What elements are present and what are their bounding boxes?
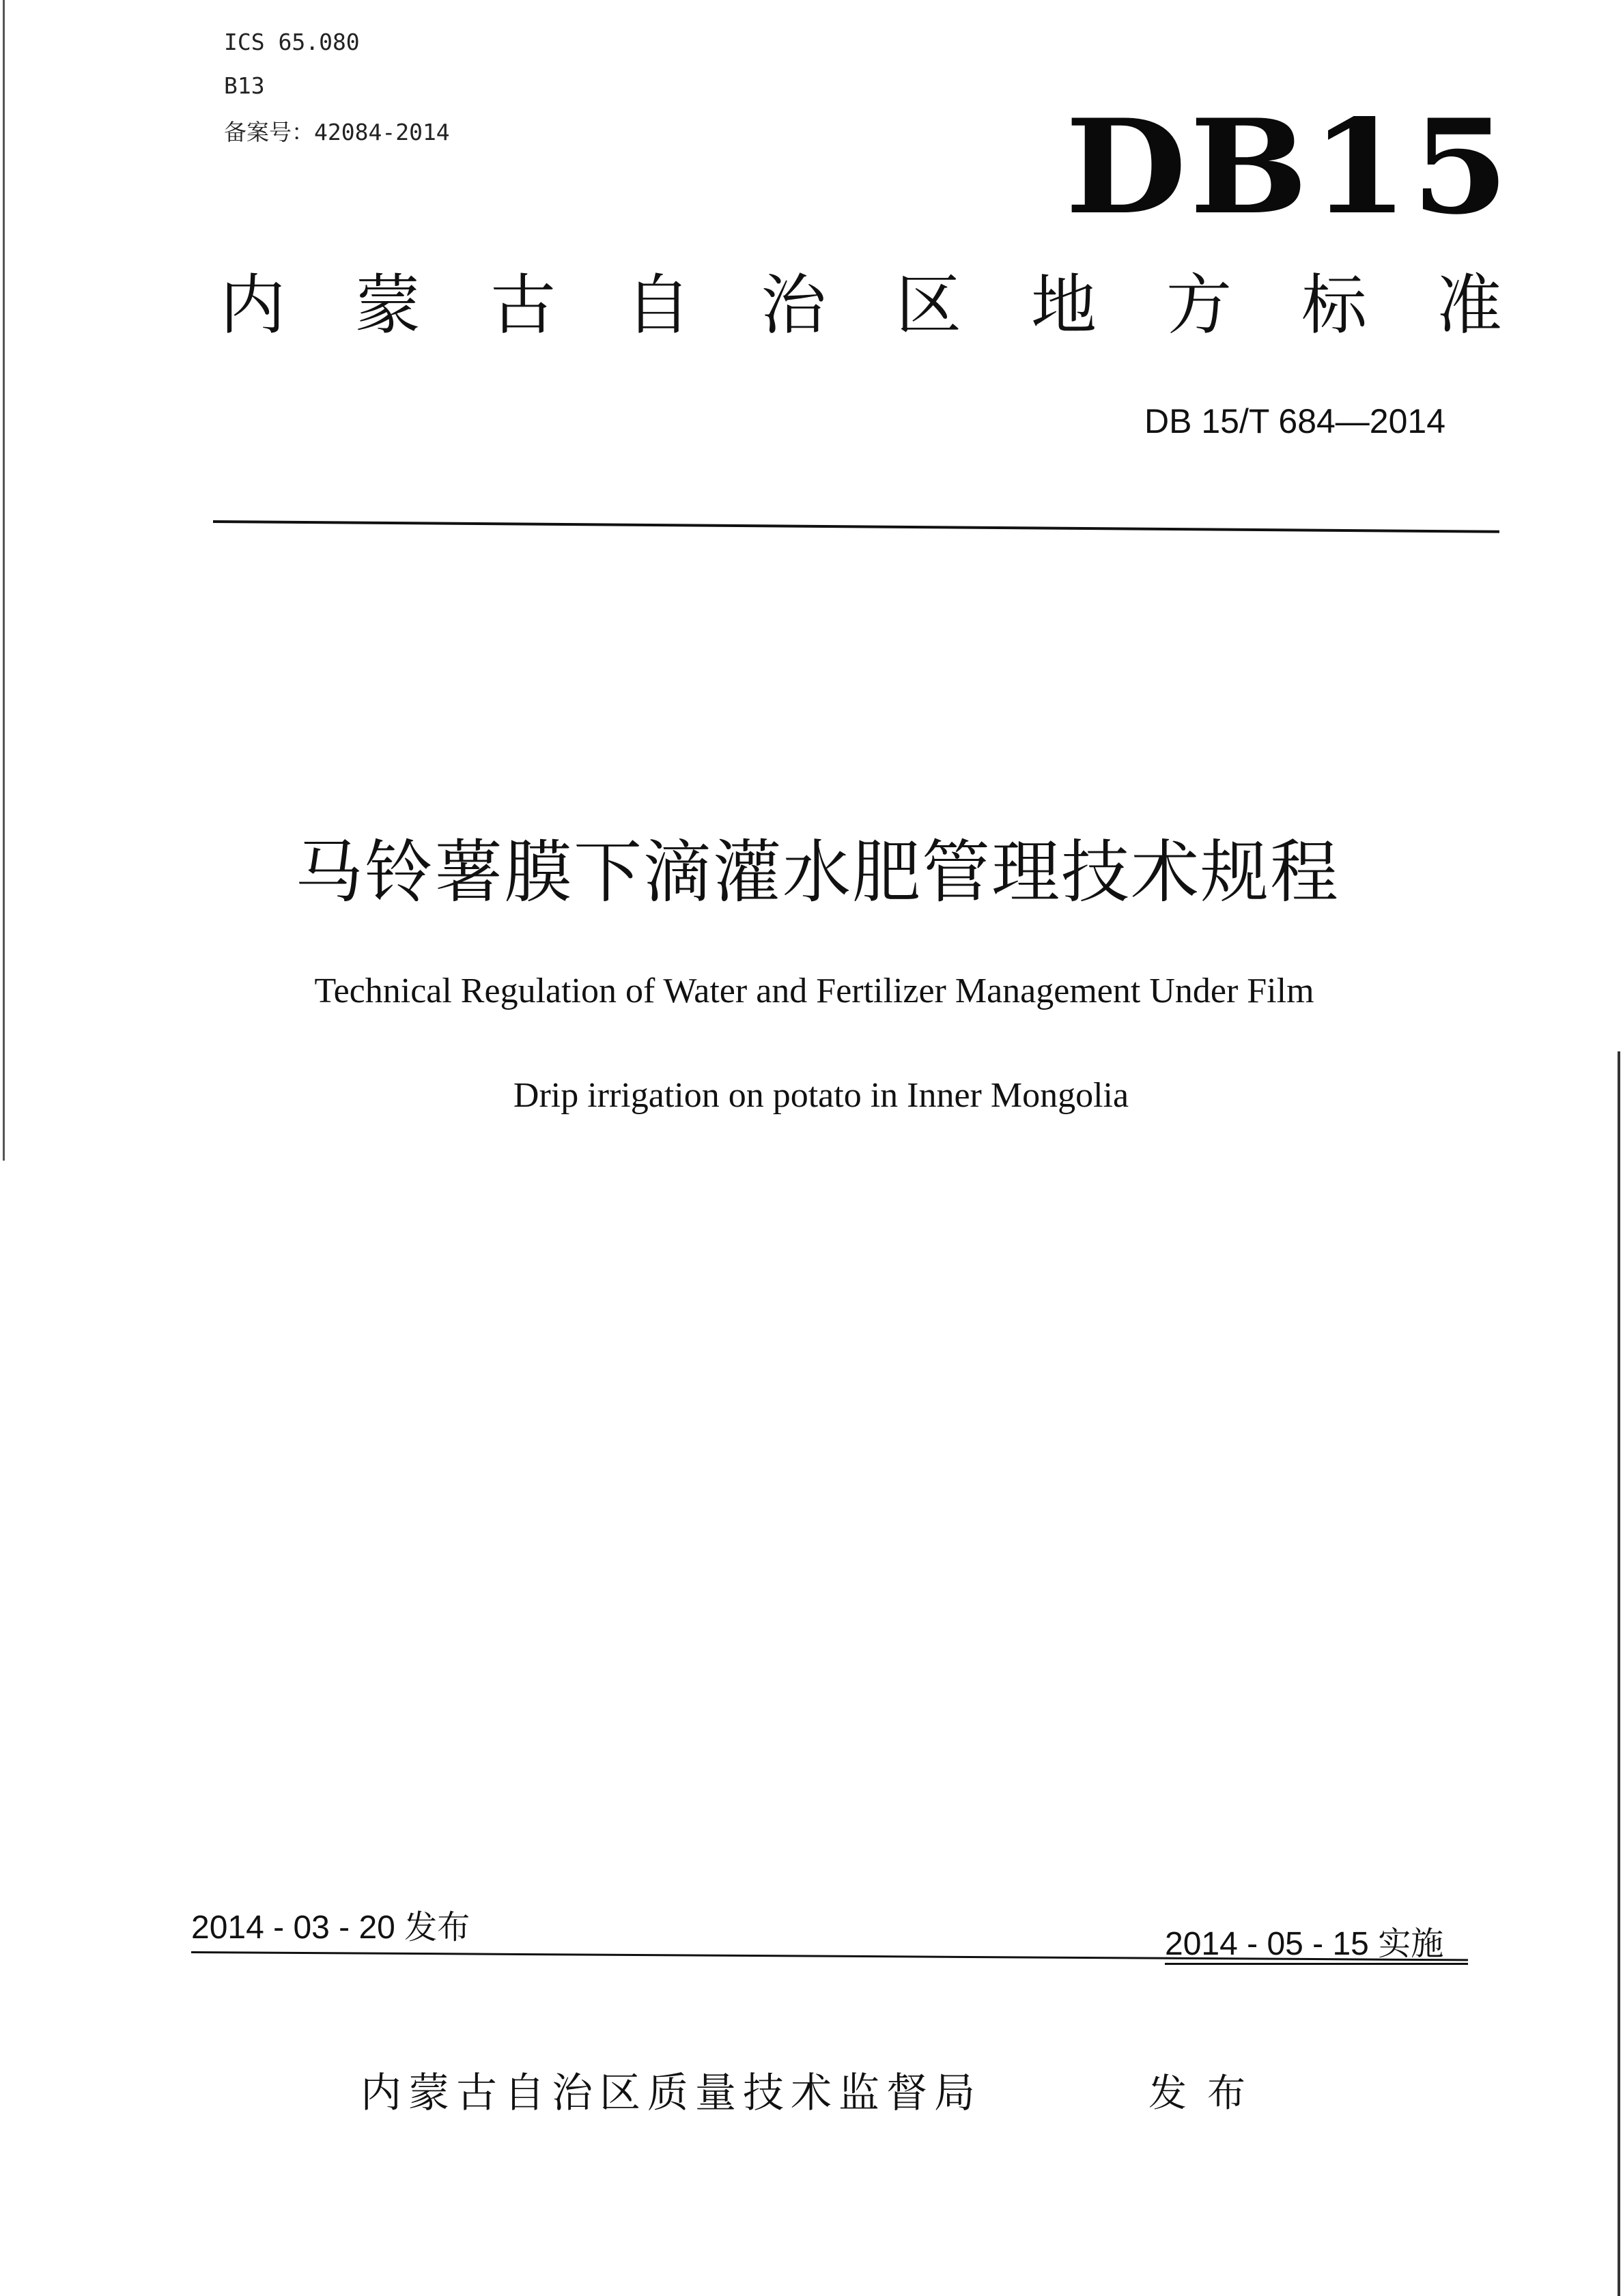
- document-title-chinese: 马铃薯膜下滴灌水肥管理技术规程: [295, 832, 1340, 912]
- issue-date: 2014 - 03 - 20 发布: [191, 1910, 470, 1946]
- scan-edge-right: [1618, 1051, 1620, 2296]
- ics-code: ICS 65.080: [224, 29, 360, 55]
- document-title-english-line2: Drip irrigation on potato in Inner Mongolia: [513, 1076, 1129, 1115]
- header-divider: [213, 520, 1499, 533]
- publisher-name: 内蒙古自治区质量技术监督局: [361, 2069, 982, 2117]
- publish-action: 发布: [1148, 2071, 1266, 2116]
- standard-logo: DB15: [1065, 91, 1512, 243]
- implementation-underline: [1165, 1963, 1468, 1965]
- category-code: B13: [224, 72, 265, 99]
- implementation-date: 2014 - 05 - 15 实施: [1165, 1926, 1444, 1962]
- registration-number: 备案号：42084-2014: [224, 119, 450, 145]
- standard-number: DB 15/T 684—2014: [1144, 402, 1446, 440]
- standard-type: 内蒙古自治区地方标准: [220, 267, 1572, 343]
- document-title-english-line1: Technical Regulation of Water and Fertilizer Management Under Film: [314, 972, 1314, 1010]
